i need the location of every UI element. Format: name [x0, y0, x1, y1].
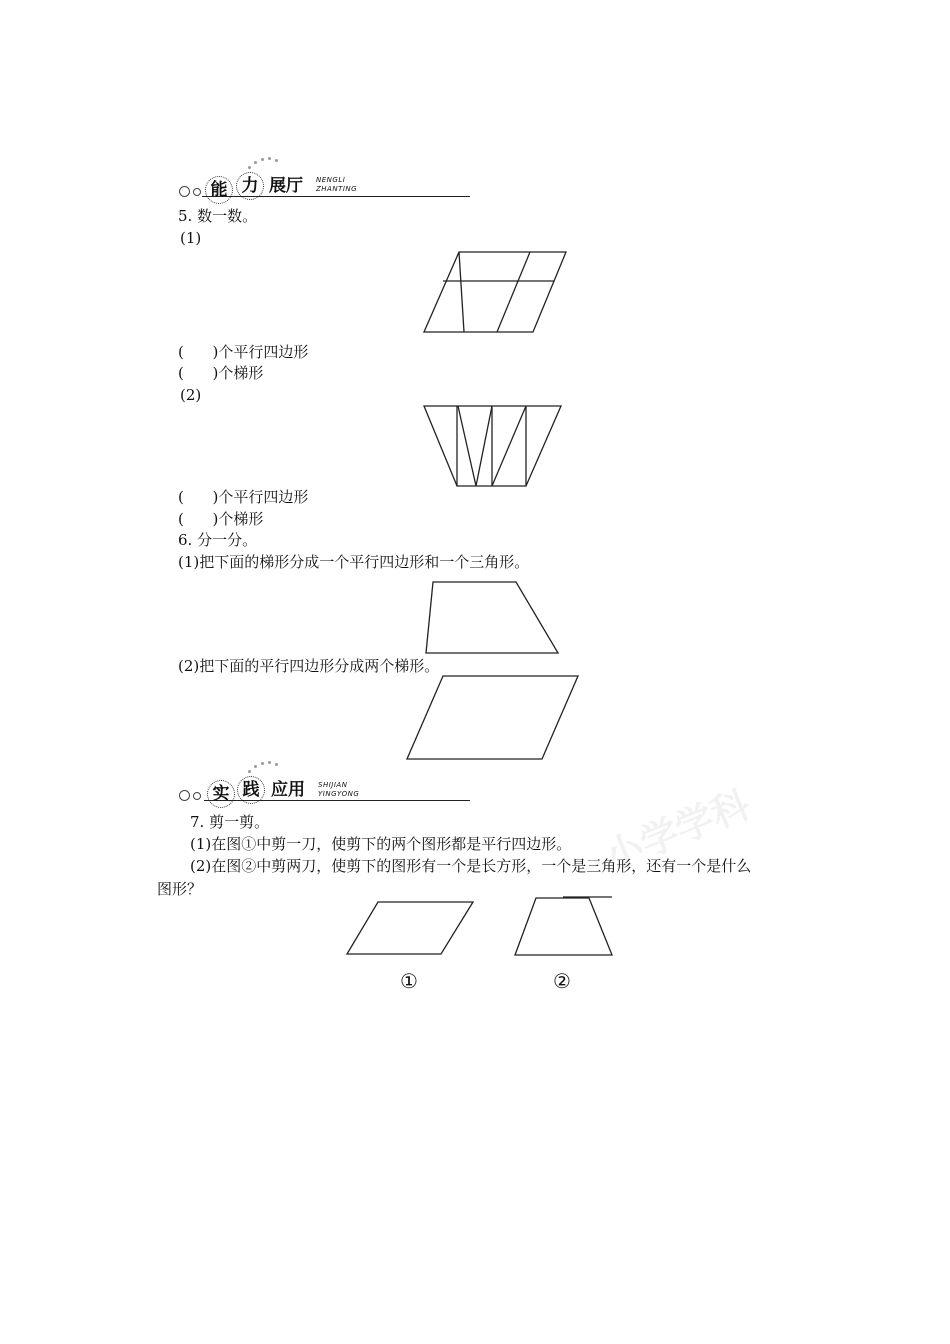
section-badge: 能: [205, 176, 233, 204]
section-badge: 践: [237, 776, 265, 804]
question-6-heading: 6. 分一分。: [178, 531, 258, 549]
section-badge: 力: [236, 172, 264, 200]
section-pinyin: ZHANTING: [316, 185, 358, 193]
question-6-part1: (1)把下面的梯形分成一个平行四边形和一个三角形。: [178, 553, 530, 571]
section-badge: 实: [207, 780, 235, 808]
section-title: 展厅: [269, 176, 303, 196]
question-7-part1: (1)在图①中剪一刀，使剪下的两个图形都是平行四边形。: [190, 835, 572, 853]
watermark: 小学学科: [598, 781, 757, 880]
question-5-part1-label: (1): [180, 229, 202, 247]
question-7-part2-line2: 图形？: [157, 880, 203, 898]
question-7-part2-line1: (2)在图②中剪两刀，使剪下的图形有一个是长方形，一个是三角形，还有一个是什么: [190, 857, 752, 875]
section-pinyin: SHIJIAN: [318, 781, 348, 789]
question-5-heading: 5. 数一数。: [178, 207, 258, 225]
answer-blank-parallelogram-count[interactable]: ( )个平行四边形: [178, 343, 309, 361]
section-pinyin: NENGLI: [316, 176, 346, 184]
figure-2-label: ②: [553, 969, 571, 993]
question-6-part2: (2)把下面的平行四边形分成两个梯形。: [178, 657, 440, 675]
figure-1-label: ①: [400, 969, 418, 993]
answer-blank-trapezoid-count[interactable]: ( )个梯形: [178, 364, 264, 382]
answer-blank-trapezoid-count[interactable]: ( )个梯形: [178, 510, 264, 528]
question-5-part2-label: (2): [180, 386, 202, 404]
question-7-heading: 7. 剪一剪。: [190, 813, 270, 831]
section-title: 应用: [271, 780, 305, 800]
answer-blank-parallelogram-count[interactable]: ( )个平行四边形: [178, 488, 309, 506]
section-pinyin: YINGYONG: [318, 790, 360, 798]
